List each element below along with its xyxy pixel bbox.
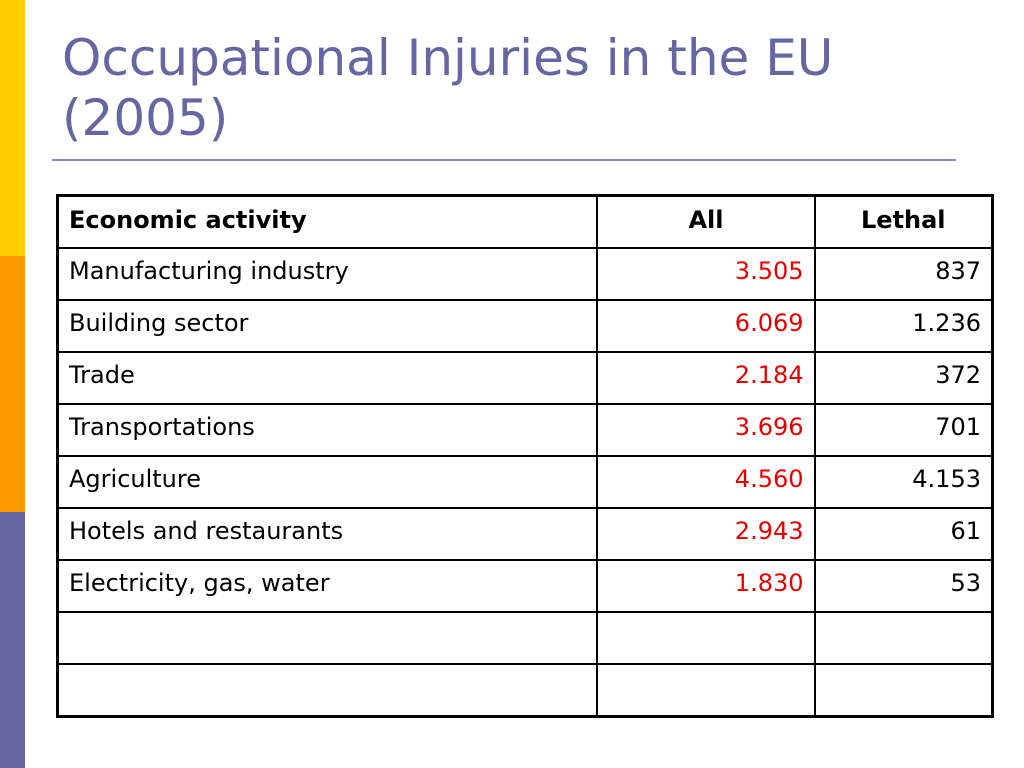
header-lethal: Lethal (815, 196, 993, 249)
title-line-2: (2005) (62, 89, 229, 147)
cell-all: 6.069 (597, 300, 814, 352)
table-header-row (58, 196, 993, 249)
header-activity: Economic activity (58, 196, 598, 249)
cell-all: 2.943 (597, 508, 814, 560)
cell-lethal: 61 (815, 508, 993, 560)
cell-lethal: 372 (815, 352, 993, 404)
cell-all: 1.830 (597, 560, 814, 612)
slide-title (62, 28, 962, 148)
cell-activity: Trade (58, 352, 598, 404)
cell-lethal: 53 (815, 560, 993, 612)
cell-all: 2.184 (597, 352, 814, 404)
cell-empty (58, 664, 598, 717)
table-row (58, 508, 993, 560)
cell-empty (597, 664, 814, 717)
accent-bar-purple (0, 512, 25, 768)
cell-empty (597, 612, 814, 664)
table-row (58, 456, 993, 508)
table-row (58, 560, 993, 612)
cell-activity: Electricity, gas, water (58, 560, 598, 612)
table-row (58, 404, 993, 456)
cell-activity: Agriculture (58, 456, 598, 508)
cell-activity: Hotels and restaurants (58, 508, 598, 560)
injuries-table (56, 194, 994, 718)
table-row (58, 352, 993, 404)
cell-lethal: 4.153 (815, 456, 993, 508)
table-row-empty (58, 612, 993, 664)
title-line-1: Occupational Injuries in the EU (62, 29, 834, 87)
cell-lethal: 837 (815, 248, 993, 300)
cell-empty (815, 664, 993, 717)
table-row (58, 300, 993, 352)
cell-lethal: 1.236 (815, 300, 993, 352)
title-divider (52, 159, 956, 161)
cell-empty (58, 612, 598, 664)
table-row-empty (58, 664, 993, 717)
cell-all: 4.560 (597, 456, 814, 508)
accent-bar-orange (0, 256, 25, 512)
header-all: All (597, 196, 814, 249)
cell-activity: Manufacturing industry (58, 248, 598, 300)
cell-activity: Building sector (58, 300, 598, 352)
cell-lethal: 701 (815, 404, 993, 456)
cell-empty (815, 612, 993, 664)
table-row (58, 248, 993, 300)
cell-activity: Transportations (58, 404, 598, 456)
cell-all: 3.505 (597, 248, 814, 300)
accent-bar-yellow (0, 0, 25, 256)
cell-all: 3.696 (597, 404, 814, 456)
